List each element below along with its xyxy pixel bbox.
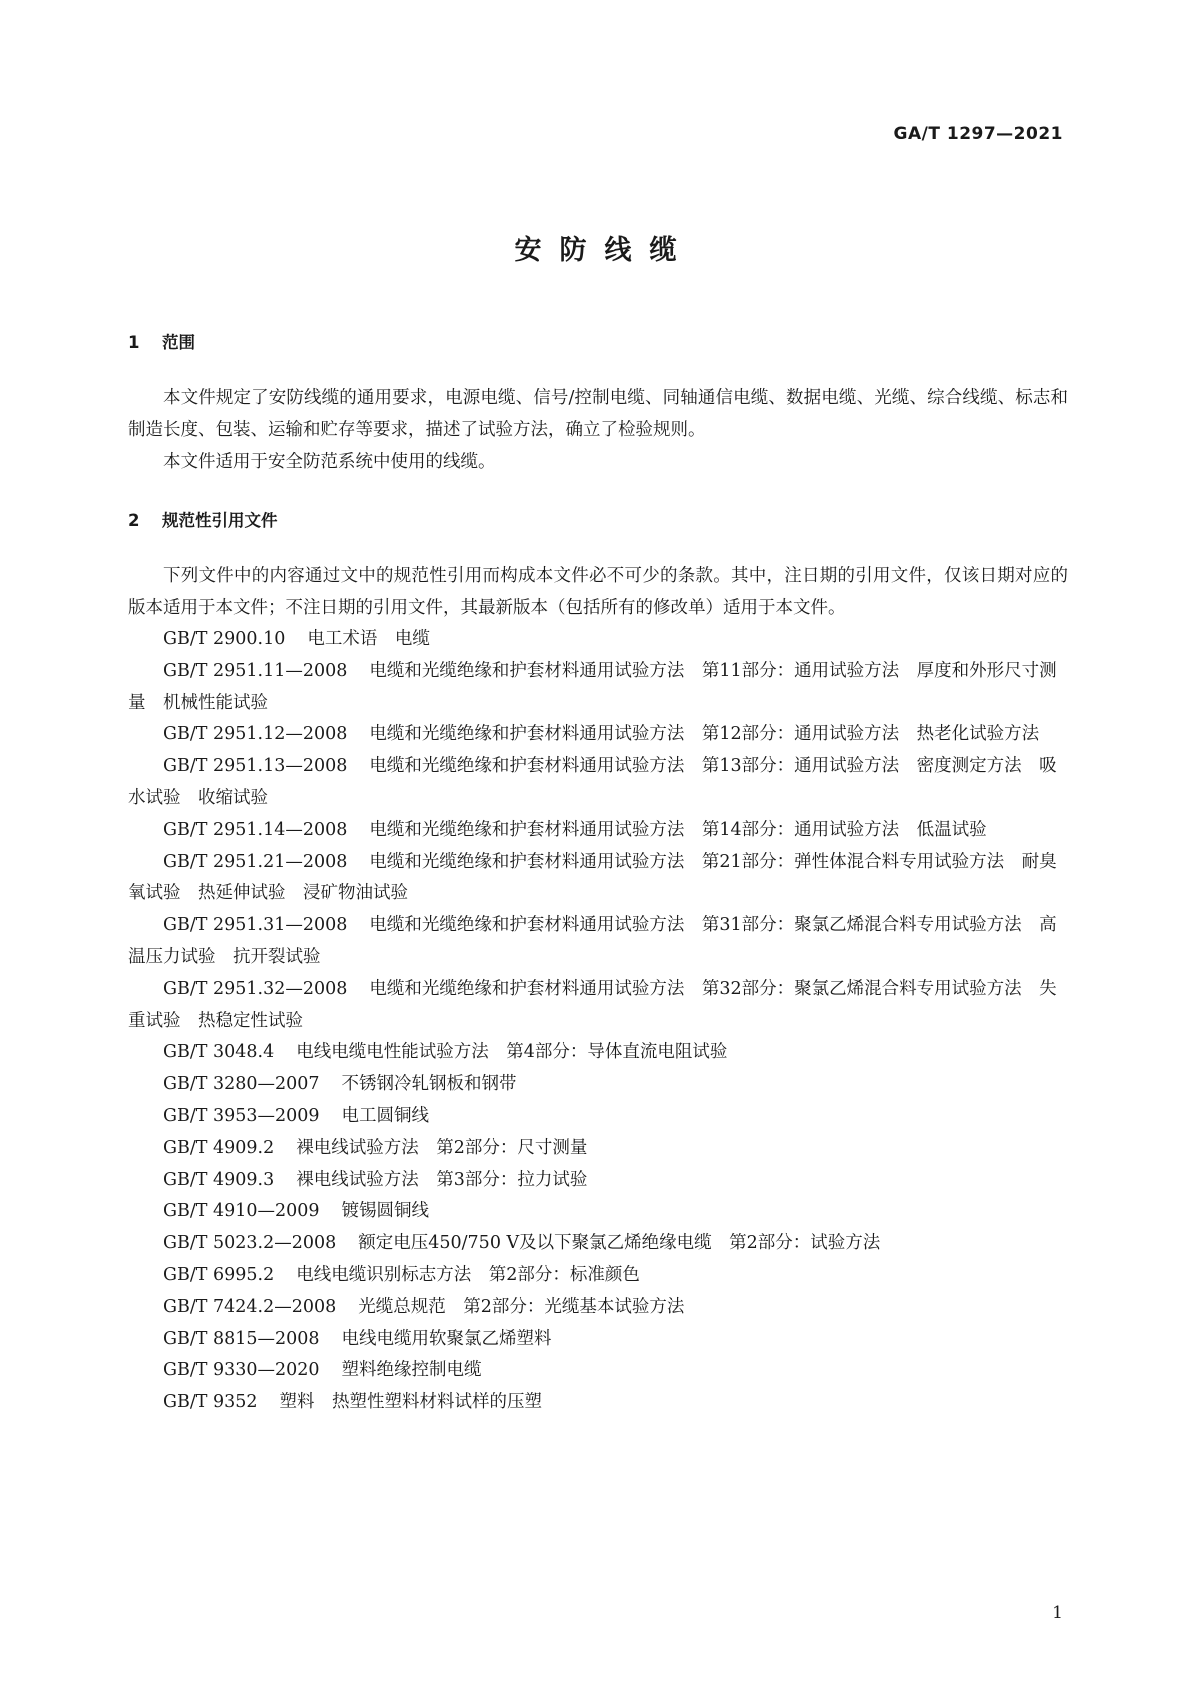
reference-title: 电缆和光缆绝缘和护套材料通用试验方法 第11部分：通用试验方法 厚度和外形尺寸测量 机械性能试验 <box>128 660 1057 713</box>
reference-entry <box>128 1037 1068 1069</box>
section-number: 2 <box>128 511 140 530</box>
reference-code: GB/T 2951.32—2008 <box>163 978 348 999</box>
reference-code: GB/T 2900.10 <box>163 629 286 649</box>
reference-code: GB/T 3280—2007 <box>163 1074 320 1095</box>
document-code: GA/T 1297—2021 <box>893 124 1063 144</box>
document-body <box>128 330 1068 1419</box>
reference-title: 电线电缆用软聚氯乙烯塑料 <box>341 1328 552 1349</box>
reference-code: GB/T 2951.11—2008 <box>163 660 348 681</box>
reference-title: 电缆和光缆绝缘和护套材料通用试验方法 第32部分：聚氯乙烯混合料专用试验方法 失重试验 热稳定性试验 <box>128 978 1057 1031</box>
reference-code: GB/T 2951.14—2008 <box>163 819 348 840</box>
reference-entry <box>128 1355 1068 1387</box>
reference-entry <box>128 1324 1068 1356</box>
scope-paragraph: 本文件适用于安全防范系统中使用的线缆。 <box>163 452 496 472</box>
reference-code: GB/T 3953—2009 <box>163 1105 320 1126</box>
reference-code: GB/T 7424.2—2008 <box>163 1296 337 1317</box>
reference-title: 电缆和光缆绝缘和护套材料通用试验方法 第31部分：聚氯乙烯混合料专用试验方法 高温压力试验 抗开裂试验 <box>128 915 1057 967</box>
scope-paragraph: 本文件规定了安防线缆的通用要求，电源电缆、信号/控制电缆、同轴通信电缆、数据电缆、光缆、综合线缆、标志和制造长度、包装、运输和贮存等要求，描述了试验方法，确立了检验规则。 <box>128 388 1068 440</box>
reference-entry <box>128 1165 1068 1197</box>
section-heading-normative-references <box>128 508 1068 534</box>
reference-code: GB/T 3048.4 <box>163 1042 275 1063</box>
reference-entry <box>128 1228 1068 1260</box>
reference-entry <box>128 974 1068 1038</box>
references-intro-paragraph: 下列文件中的内容通过文中的规范性引用而构成本文件必不可少的条款。其中，注日期的引用文件，仅该日期对应的版本适用于本文件；不注日期的引用文件，其最新版本（包括所有的修改单）适用于本文件。 <box>128 566 1068 618</box>
page-number: 1 <box>1052 1603 1063 1623</box>
reference-title: 电缆和光缆绝缘和护套材料通用试验方法 第21部分：弹性体混合料专用试验方法 耐臭氧试验 热延伸试验 浸矿物油试验 <box>128 851 1057 904</box>
reference-entry <box>128 815 1068 847</box>
reference-entry <box>128 1387 1068 1419</box>
reference-entry <box>128 1069 1068 1101</box>
reference-title: 塑料绝缘控制电缆 <box>341 1360 482 1381</box>
reference-entry <box>128 1260 1068 1292</box>
reference-entry <box>128 910 1068 974</box>
document-title: 安防线缆 <box>514 235 695 266</box>
reference-code: GB/T 9352 <box>163 1392 258 1413</box>
reference-entry <box>128 1292 1068 1324</box>
reference-code: GB/T 2951.31—2008 <box>163 915 348 936</box>
reference-code: GB/T 4910—2009 <box>163 1201 320 1222</box>
section-title: 规范性引用文件 <box>162 511 278 530</box>
reference-title: 电工术语 电缆 <box>307 629 430 649</box>
reference-list <box>128 624 1068 1419</box>
reference-entry <box>128 751 1068 815</box>
reference-title: 裸电线试验方法 第2部分：尺寸测量 <box>296 1137 588 1158</box>
reference-title: 电缆和光缆绝缘和护套材料通用试验方法 第12部分：通用试验方法 热老化试验方法 <box>369 724 1040 745</box>
reference-title: 裸电线试验方法 第3部分：拉力试验 <box>296 1169 588 1190</box>
reference-code: GB/T 2951.13—2008 <box>163 756 348 777</box>
reference-code: GB/T 8815—2008 <box>163 1328 320 1349</box>
reference-code: GB/T 4909.2 <box>163 1137 275 1158</box>
reference-title: 不锈钢冷轧钢板和钢带 <box>341 1074 517 1095</box>
reference-code: GB/T 5023.2—2008 <box>163 1233 337 1254</box>
reference-title: 额定电压450/750 V及以下聚氯乙烯绝缘电缆 第2部分：试验方法 <box>358 1233 881 1254</box>
reference-entry <box>128 656 1068 720</box>
reference-code: GB/T 4909.3 <box>163 1169 275 1190</box>
section-number: 1 <box>128 333 140 352</box>
reference-title: 电线电缆电性能试验方法 第4部分：导体直流电阻试验 <box>296 1042 728 1063</box>
reference-title: 电线电缆识别标志方法 第2部分：标准颜色 <box>296 1264 640 1285</box>
reference-entry <box>128 624 1068 656</box>
reference-code: GB/T 9330—2020 <box>163 1360 320 1381</box>
reference-title: 塑料 热塑性塑料材料试样的压塑 <box>279 1392 543 1413</box>
section-heading-scope <box>128 330 1068 356</box>
reference-title: 光缆总规范 第2部分：光缆基本试验方法 <box>358 1296 685 1317</box>
reference-entry <box>128 1196 1068 1228</box>
reference-title: 镀锡圆铜线 <box>341 1201 430 1222</box>
reference-entry <box>128 1133 1068 1165</box>
reference-entry <box>128 1101 1068 1133</box>
reference-code: GB/T 6995.2 <box>163 1264 275 1285</box>
reference-title: 电缆和光缆绝缘和护套材料通用试验方法 第14部分：通用试验方法 低温试验 <box>369 819 987 840</box>
reference-code: GB/T 2951.21—2008 <box>163 851 348 872</box>
section-title: 范围 <box>162 333 195 352</box>
reference-title: 电缆和光缆绝缘和护套材料通用试验方法 第13部分：通用试验方法 密度测定方法 吸水试验 收缩试验 <box>128 756 1057 808</box>
reference-entry <box>128 719 1068 751</box>
reference-entry <box>128 847 1068 911</box>
reference-title: 电工圆铜线 <box>341 1105 430 1126</box>
reference-code: GB/T 2951.12—2008 <box>163 724 348 745</box>
